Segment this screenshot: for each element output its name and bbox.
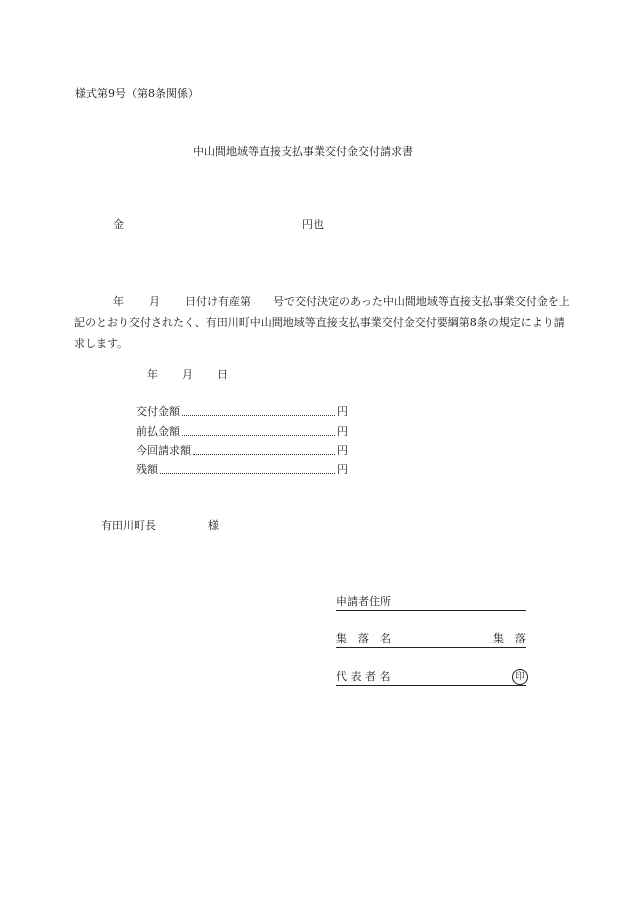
date-month: 月 bbox=[182, 368, 193, 381]
body-main-text: 号で交付決定のあった中山間地域等直接支払事業交付金を上記のとおり交付されたく、有田川町中山間地域等直接支払事業交付金交付要綱第8条の規定により請求します。 bbox=[74, 295, 570, 350]
representative-row bbox=[336, 669, 526, 686]
item-unit: 円 bbox=[337, 425, 348, 438]
document-title: 中山間地域等直接支払事業交付金交付請求書 bbox=[193, 145, 413, 158]
dotted-leader bbox=[193, 454, 335, 455]
body-year: 年 bbox=[113, 295, 124, 308]
body-month: 月 bbox=[149, 295, 160, 308]
amount-prefix: 金 bbox=[113, 218, 124, 231]
dotted-leader bbox=[182, 435, 335, 436]
village-suffix: 集 落 bbox=[493, 632, 526, 645]
item-row bbox=[136, 463, 348, 477]
dotted-leader bbox=[160, 473, 335, 474]
item-label: 前払金額 bbox=[136, 425, 180, 438]
request-date bbox=[147, 368, 228, 381]
item-row bbox=[136, 444, 348, 458]
dotted-leader bbox=[182, 415, 335, 416]
addressee-name: 有田川町長 bbox=[101, 519, 156, 532]
request-body-text bbox=[74, 291, 570, 354]
date-day: 日 bbox=[217, 368, 228, 381]
item-label: 今回請求額 bbox=[136, 444, 191, 457]
date-year: 年 bbox=[147, 368, 158, 381]
village-name-label: 集 落 名 bbox=[336, 632, 391, 645]
seal-mark-icon: 印 bbox=[512, 669, 528, 685]
representative-label: 代 表 者 名 bbox=[336, 670, 391, 683]
item-label: 残額 bbox=[136, 463, 158, 476]
item-unit: 円 bbox=[337, 405, 348, 418]
applicant-address-label: 申請者住所 bbox=[336, 595, 391, 608]
village-name-row bbox=[336, 631, 526, 648]
item-row bbox=[136, 405, 348, 419]
addressee-honorific: 様 bbox=[208, 519, 219, 532]
applicant-address-row bbox=[336, 594, 526, 611]
item-label: 交付金額 bbox=[136, 405, 180, 418]
form-number: 様式第9号（第8条関係） bbox=[75, 87, 199, 100]
item-unit: 円 bbox=[337, 444, 348, 457]
amount-suffix: 円也 bbox=[302, 218, 324, 231]
item-row bbox=[136, 425, 348, 439]
body-day-prefix: 日付け有産第 bbox=[185, 295, 251, 308]
item-unit: 円 bbox=[337, 463, 348, 476]
